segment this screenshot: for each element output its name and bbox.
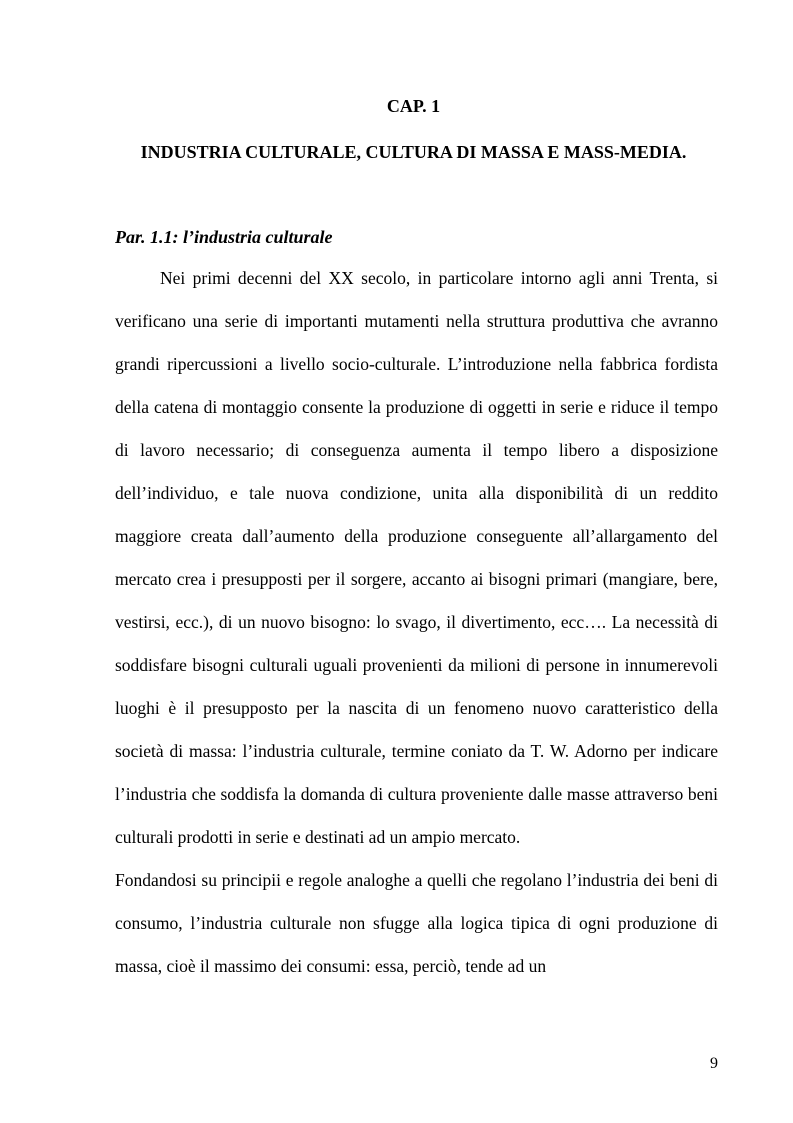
paragraph: Fondandosi su principii e regole analoghe a quelli che regolano l’industria dei beni di consumo, l’industria culturale non sfugge alla logica tipica di ogni produzione di massa, cioè il massimo dei consumi: essa, perciò, tende ad un: [115, 870, 718, 976]
chapter-number: CAP. 1: [386, 96, 441, 116]
paragraph: Nei primi decenni del XX secolo, in particolare intorno agli anni Trenta, si verificano una serie di importanti mutamenti nella struttura produttiva che avranno grandi ripercussioni a livello socio-culturale. L’introduzione nella fabbrica fordista della catena di montaggio consente la produzione di oggetti in serie e riduce il tempo di lavoro necessario; di conseguenza aumenta il tempo libero a disposizione dell’individuo, e tale nuova condizione, unita alla disponibilità di un reddito maggiore creata dall’aumento della produzione conseguente all’allargamento del mercato crea i presupposti per il sorgere, accanto ai bisogni primari (mangiare, bere, vestirsi, ecc.), di un nuovo bisogno: lo svago, il divertimento, ecc…. La necessità di soddisfare bisogni culturali uguali provenienti da milioni di persone in innumerevoli luoghi è il presupposto per la nascita di un fenomeno nuovo caratteristico della società di massa: l’industria culturale, termine coniato da T. W. Adorno per indicare l’industria che soddisfa la domanda di cultura proveniente dalle masse attraverso beni culturali prodotti in serie e destinati ad un ampio mercato.: [115, 268, 718, 847]
section-heading: Par. 1.1: l’industria culturale: [115, 227, 333, 247]
chapter-title: INDUSTRIA CULTURALE, CULTURA DI MASSA E MASS-MEDIA.: [140, 142, 687, 162]
page-number: 9: [710, 1055, 718, 1072]
body-text: [115, 257, 718, 988]
